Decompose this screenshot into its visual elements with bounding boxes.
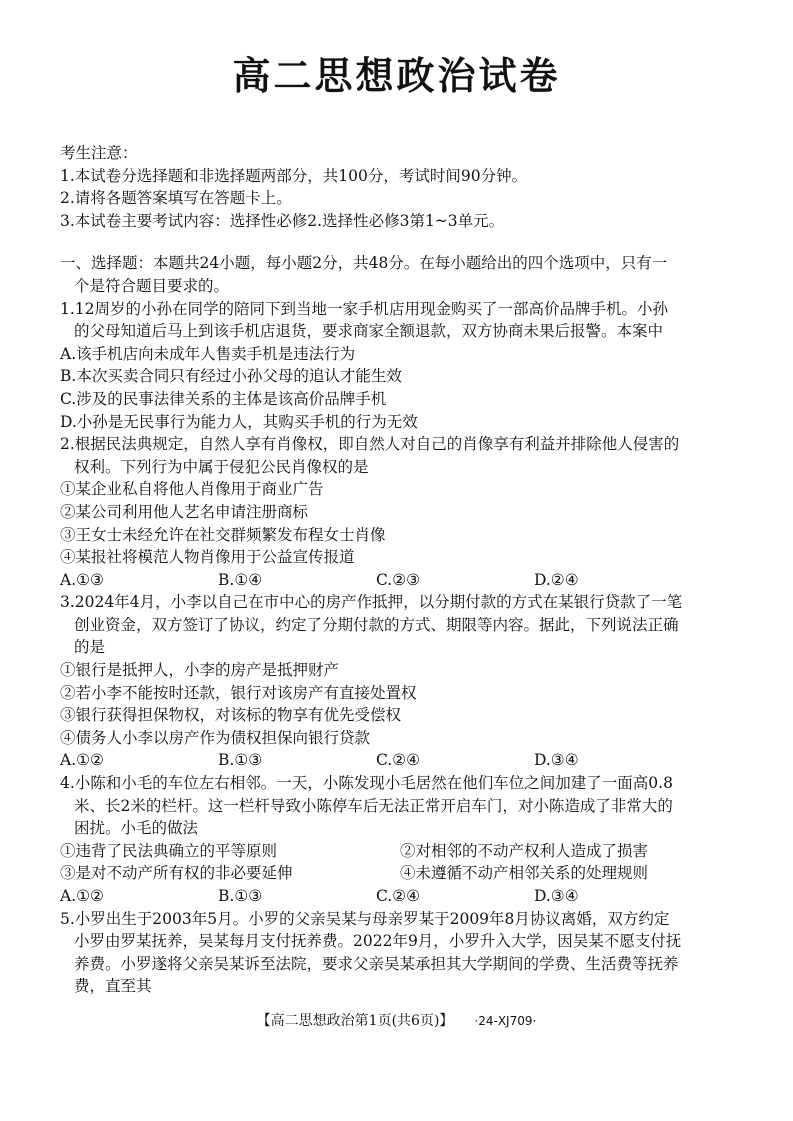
q3-options <box>60 749 740 772</box>
notice-heading: 考生注意： <box>60 144 138 162</box>
q2-stem: 2.根据民法典规定，自然人享有肖像权，即自然人对自己的肖像享有利益并排除他人侵害的 <box>60 435 680 454</box>
page-number-label: 【高二思想政治第1页(共6页)】 <box>256 1013 447 1029</box>
q2-option-b: B.①④ <box>218 570 263 589</box>
spacer <box>60 232 740 252</box>
q1-option-b: B.本次买卖合同只有经过小孙父母的追认才能生效 <box>60 367 402 386</box>
q3-stem-cont: 的是 <box>74 638 106 657</box>
notice-item: 3.本试卷主要考试内容：选择性必修2.选择性必修3第1~3单元。 <box>60 211 505 230</box>
q2-item: ④某报社将模范人物肖像用于公益宣传报道 <box>60 548 355 567</box>
q4-options <box>60 885 740 908</box>
q1-option-a: A.该手机店向未成年人售卖手机是违法行为 <box>60 344 356 363</box>
q3-item: ②若小李不能按时还款，银行对该房产有直接处置权 <box>60 683 417 702</box>
q5-stem-cont: 小罗由罗某抚养，吴某每月支付抚养费。2022年9月，小罗升入大学，因吴某不愿支付抚 <box>74 932 682 951</box>
q2-item: ③王女士未经允许在社交群频繁发布程女士肖像 <box>60 525 386 544</box>
q2-item: ②某公司利用他人艺名申请注册商标 <box>60 502 309 521</box>
page-footer <box>0 1010 793 1030</box>
q3-item: ③银行获得担保物权，对该标的物享有优先受偿权 <box>60 706 402 725</box>
q1-option-c: C.涉及的民事法律关系的主体是该高价品牌手机 <box>60 389 387 408</box>
q3-item: ①银行是抵押人，小李的房产是抵押财产 <box>60 661 340 680</box>
q5-stem-cont: 费，直至其 <box>74 977 152 996</box>
q1-option-d: D.小孙是无民事行为能力人，其购买手机的行为无效 <box>60 412 418 431</box>
page-title: 高二思想政治试卷 <box>232 53 561 98</box>
q4-item: ③是对不动产所有权的非必要延伸 <box>60 864 293 883</box>
q4-option-a: A.①② <box>60 887 104 905</box>
section-heading: 一、选择题：本题共24小题，每小题2分，共48分。在每小题给出的四个选项中，只有一 <box>60 254 668 273</box>
q4-option-c: C.②④ <box>376 887 421 905</box>
q3-item: ④债务人小李以房产作为债权担保向银行贷款 <box>60 728 371 747</box>
q4-item: ①违背了民法典确立的平等原则 <box>60 841 278 860</box>
section-heading-cont: 个是符合题目要求的。 <box>74 276 230 295</box>
q1-stem: 1.12周岁的小孙在同学的陪同下到当地一家手机店用现金购买了一部高价品牌手机。小孙 <box>60 299 669 318</box>
notice-item: 2.请将各题答案填写在答题卡上。 <box>60 189 292 208</box>
q4-items-row <box>60 862 740 885</box>
q2-option-d: D.②④ <box>534 570 579 589</box>
q3-option-b: B.①③ <box>218 751 263 770</box>
exam-code: ·24-XJ709· <box>474 1014 537 1028</box>
q3-stem-cont: 创业资金，双方签订了协议，约定了分期付款的方式、期限等内容。据此，下列说法正确 <box>74 615 679 634</box>
q3-option-c: C.②④ <box>376 751 421 770</box>
exam-body <box>60 142 740 998</box>
q2-stem-cont: 权利。下列行为中属于侵犯公民肖像权的是 <box>74 457 369 476</box>
q3-option-a: A.①② <box>60 751 104 770</box>
q2-option-a: A.①③ <box>60 570 104 589</box>
q5-stem-cont: 养费。小罗遂将父亲吴某诉至法院，要求父亲吴某承担其大学期间的学费、生活费等抚养 <box>74 954 679 973</box>
q3-option-d: D.③④ <box>534 751 579 770</box>
q4-stem: 4.小陈和小毛的车位左右相邻。一天，小陈发现小毛居然在他们车位之间加建了一面高0.8 <box>60 774 673 793</box>
notice-item: 1.本试卷分选择题和非选择题两部分，共100分，考试时间90分钟。 <box>60 166 528 185</box>
q3-stem: 3.2024年4月，小李以自己在市中心的房产作抵押，以分期付款的方式在某银行贷款了一笔 <box>60 593 683 612</box>
q2-option-c: C.②③ <box>376 570 421 589</box>
q4-item: ②对相邻的不动产权利人造成了损害 <box>400 841 649 860</box>
q4-items-row <box>60 840 740 863</box>
q2-item: ①某企业私自将他人肖像用于商业广告 <box>60 480 324 499</box>
q5-stem: 5.小罗出生于2003年5月。小罗的父亲吴某与母亲罗某于2009年8月协议离婚，双方约定 <box>60 909 670 928</box>
q4-stem-cont: 困扰。小毛的做法 <box>74 819 199 838</box>
q4-stem-cont: 米、长2米的栏杆。这一栏杆导致小陈停车后无法正常开启车门，对小陈造成了非常大的 <box>74 796 673 815</box>
q4-item: ④未遵循不动产相邻关系的处理规则 <box>400 864 649 883</box>
q4-option-d: D.③④ <box>534 887 579 905</box>
q4-option-b: B.①③ <box>218 887 263 905</box>
q2-options <box>60 569 740 592</box>
q1-stem-cont: 的父母知道后马上到该手机店退货，要求商家全额退款，双方协商未果后报警。本案中 <box>74 322 664 341</box>
